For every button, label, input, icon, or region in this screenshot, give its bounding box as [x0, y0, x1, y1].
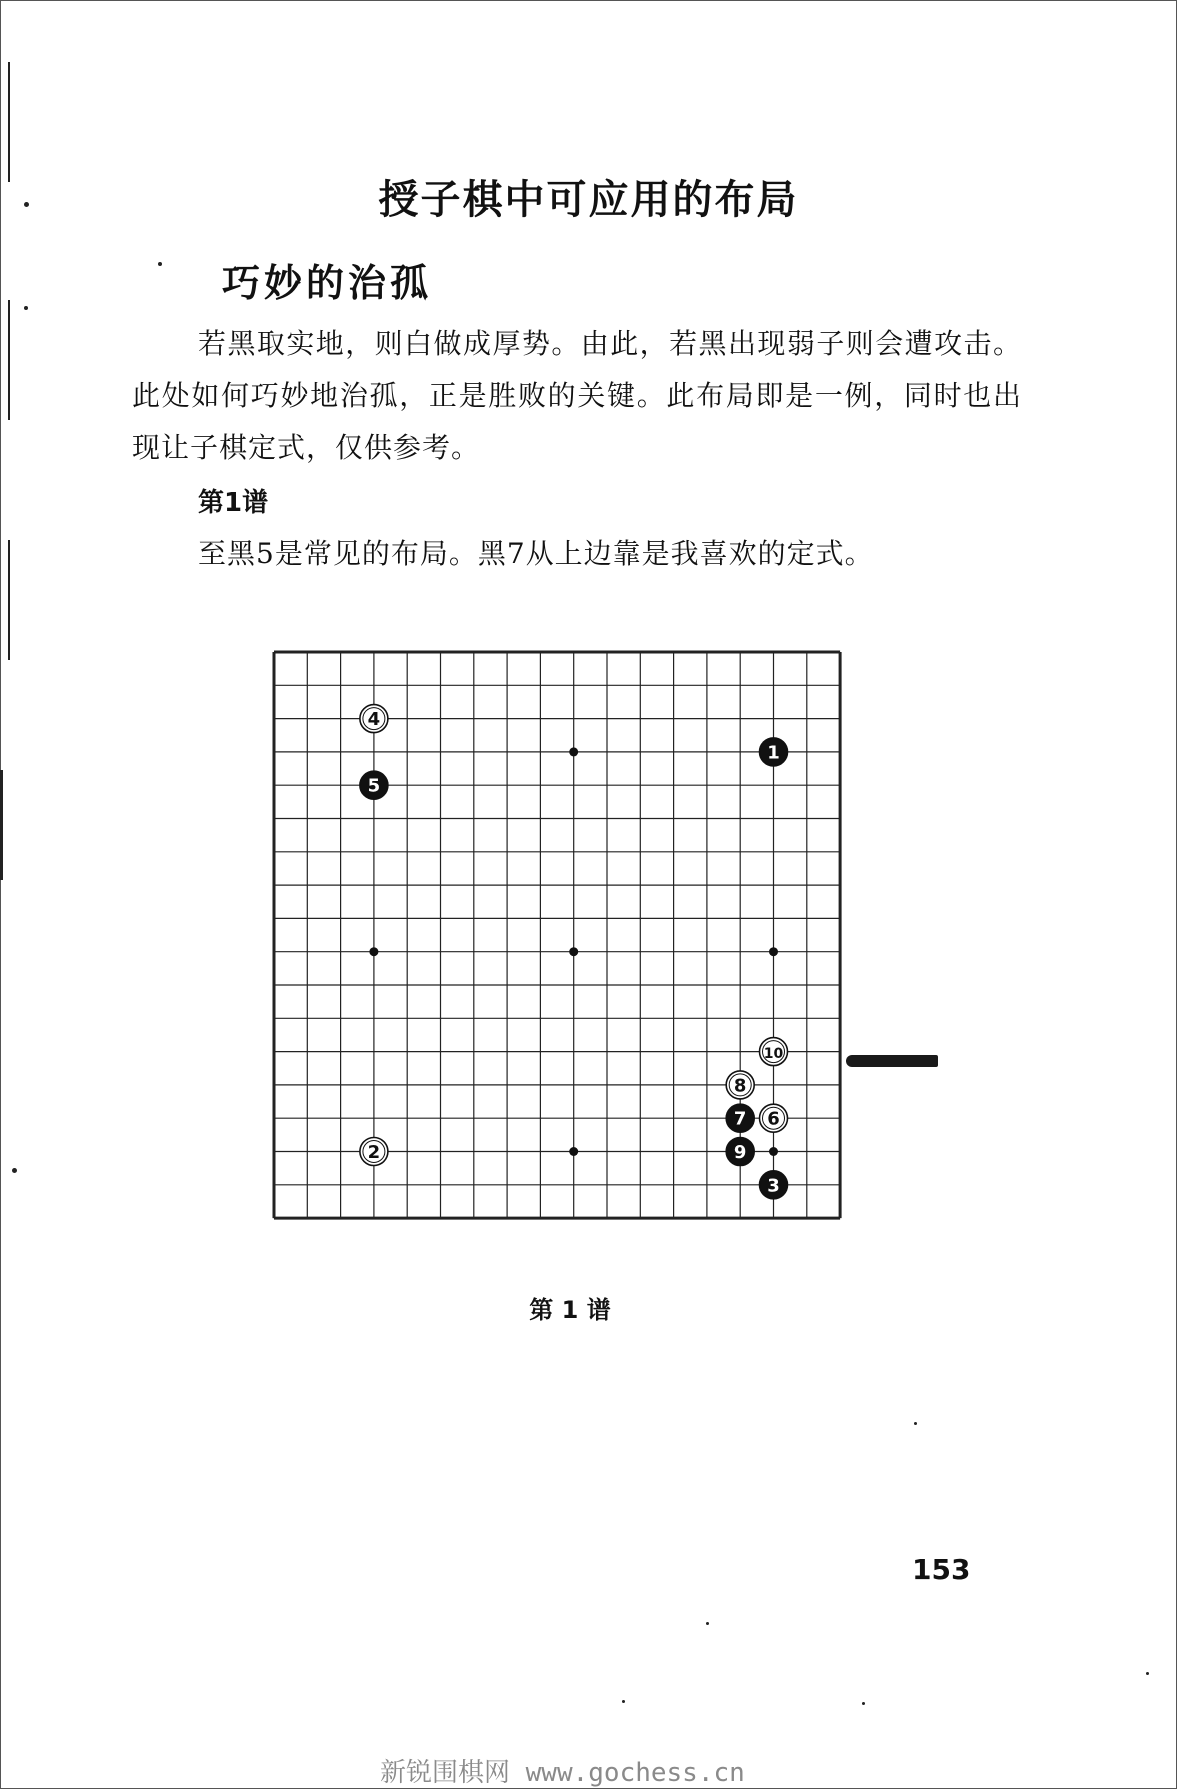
pointer-mark [846, 1055, 938, 1067]
watermark: 新锐围棋网 www.gochess.cn [380, 1758, 745, 1788]
go-board [260, 648, 880, 1268]
stone-move-number: 3 [767, 1175, 780, 1197]
stone-move-number: 8 [733, 1075, 747, 1097]
section-subtitle: 巧妙的治孤 [222, 260, 433, 305]
diagram-description: 至黑5是常见的布局。黑7从上边靠是我喜欢的定式。 [198, 537, 874, 570]
scan-speck [24, 306, 28, 310]
scan-artifact-line [8, 540, 10, 660]
star-point [769, 1147, 778, 1156]
stone-move-number: 10 [763, 1046, 784, 1063]
page-title: 授子棋中可应用的布局 [378, 177, 799, 223]
star-point [569, 947, 578, 956]
stone-move-number: 5 [367, 775, 381, 797]
scan-speck [158, 262, 162, 266]
star-point [769, 947, 778, 956]
scan-artifact-line [0, 770, 3, 880]
scan-speck [862, 1702, 865, 1705]
stone-move-number: 9 [733, 1142, 747, 1163]
scan-speck [622, 1700, 625, 1703]
star-point [569, 1147, 578, 1156]
scan-speck [706, 1622, 709, 1625]
diagram-heading: 第1谱 [198, 488, 269, 518]
stone-move-number: 7 [733, 1108, 747, 1130]
stone-move-number: 2 [367, 1142, 381, 1163]
scan-speck [1146, 1672, 1149, 1675]
scan-artifact-line [8, 300, 10, 420]
scan-speck [12, 1168, 17, 1173]
stone-move-number: 6 [767, 1108, 780, 1130]
stone-move-number: 1 [767, 742, 780, 764]
stone-move-number: 4 [367, 709, 381, 731]
scan-speck [914, 1422, 917, 1425]
star-point [569, 747, 578, 756]
body-paragraph: 若黑取实地，则白做成厚势。由此，若黑出现弱子则会遭攻击。此处如何巧妙地治孤，正是胜败的关键。此布局即是一例，同时也出现让子棋定式，仅供参考。 [132, 327, 1022, 464]
star-point [369, 947, 378, 956]
go-board-grid [260, 648, 880, 1268]
scan-artifact-line [8, 62, 10, 182]
diagram-caption: 第 1 谱 [529, 1296, 611, 1324]
page-number: 153 [912, 1553, 971, 1586]
